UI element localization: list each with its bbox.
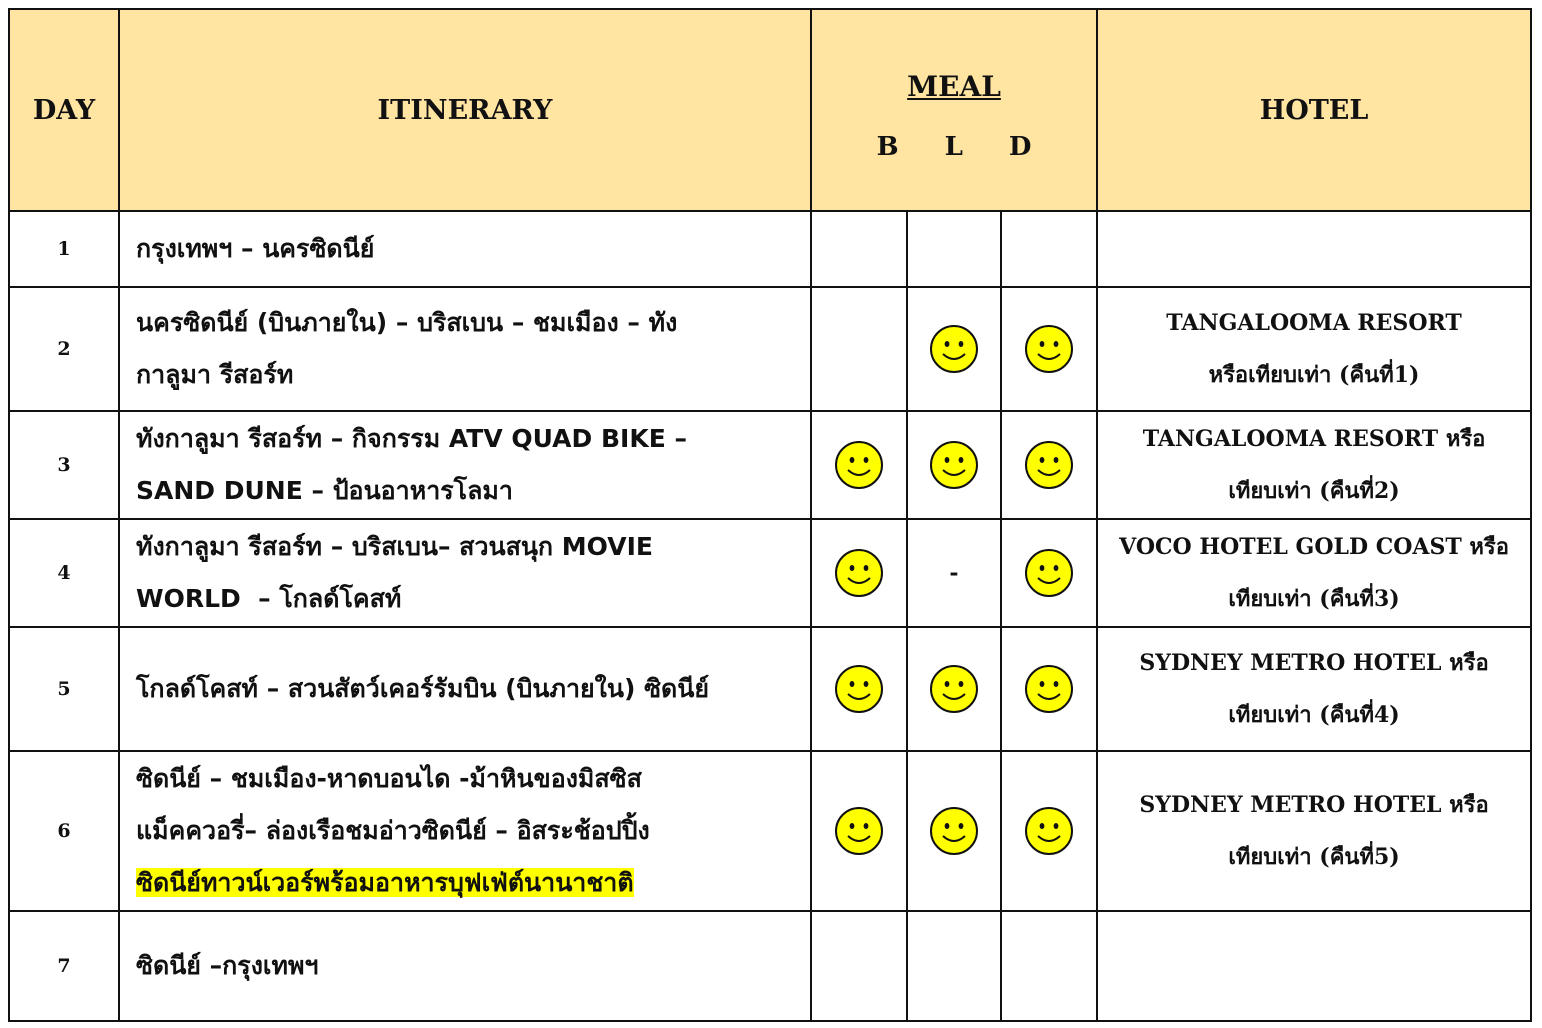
hotel-name: TANGALOOMA RESORT xyxy=(1166,310,1462,336)
hotel-note: เทียบเท่า (คืนที่2) xyxy=(1228,478,1400,504)
meal-dinner-cell xyxy=(1001,411,1097,519)
meal-lunch-cell xyxy=(907,519,1001,627)
meal-dinner-cell xyxy=(1001,911,1097,1021)
table-row xyxy=(9,287,1531,411)
header-meal-lunch: L xyxy=(944,132,963,162)
meal-breakfast-cell xyxy=(811,911,907,1021)
header-meal-title: MEAL xyxy=(907,70,1001,103)
smiley-icon xyxy=(833,439,885,491)
hotel-cell xyxy=(1097,211,1531,287)
header-meal-sub xyxy=(812,132,1096,162)
itinerary-line: WORLD – โกลด์โคสท์ xyxy=(136,584,402,613)
smiley-icon xyxy=(1023,439,1075,491)
hotel-cell xyxy=(1097,751,1531,911)
hotel-name: VOCO HOTEL GOLD COAST หรือ xyxy=(1119,534,1509,560)
meal-lunch-cell xyxy=(907,287,1001,411)
header-meal xyxy=(811,9,1097,211)
itinerary-line: SAND DUNE – ป้อนอาหารโลมา xyxy=(136,476,513,505)
meal-breakfast-cell xyxy=(811,287,907,411)
table-row xyxy=(9,627,1531,751)
itinerary-line: กาลูมา รีสอร์ท xyxy=(136,360,294,389)
smiley-icon xyxy=(1023,663,1075,715)
hotel-name: TANGALOOMA RESORT หรือ xyxy=(1142,426,1486,452)
day-cell: 1 xyxy=(9,211,119,287)
hotel-name: SYDNEY METRO HOTEL หรือ xyxy=(1139,650,1489,676)
smiley-icon xyxy=(1023,547,1075,599)
header-day: DAY xyxy=(9,9,119,211)
hotel-note: เทียบเท่า (คืนที่5) xyxy=(1228,844,1400,870)
hotel-cell xyxy=(1097,287,1531,411)
smiley-icon xyxy=(928,323,980,375)
meal-breakfast-cell xyxy=(811,411,907,519)
day-cell: 5 xyxy=(9,627,119,751)
meal-lunch-cell xyxy=(907,751,1001,911)
header-row xyxy=(9,9,1531,211)
hotel-note: เทียบเท่า (คืนที่4) xyxy=(1228,702,1400,728)
meal-dinner-cell xyxy=(1001,211,1097,287)
meal-value: - xyxy=(949,560,959,586)
hotel-name: SYDNEY METRO HOTEL หรือ xyxy=(1139,792,1489,818)
highlighted-text: ซิดนีย์ทาวน์เวอร์พร้อมอาหารบุฟเฟ่ต์นานาชาติ xyxy=(136,868,634,897)
meal-lunch-cell xyxy=(907,627,1001,751)
itinerary-line: กรุงเทพฯ – นครซิดนีย์ xyxy=(136,234,375,263)
hotel-cell xyxy=(1097,411,1531,519)
header-meal-dinner: D xyxy=(1008,132,1032,162)
smiley-icon xyxy=(928,439,980,491)
itinerary-cell xyxy=(119,911,811,1021)
itinerary-cell xyxy=(119,519,811,627)
itinerary-cell xyxy=(119,287,811,411)
header-meal-breakfast: B xyxy=(876,132,899,162)
meal-lunch-cell xyxy=(907,211,1001,287)
day-cell: 2 xyxy=(9,287,119,411)
meal-dinner-cell xyxy=(1001,627,1097,751)
meal-dinner-cell xyxy=(1001,751,1097,911)
meal-breakfast-cell xyxy=(811,211,907,287)
meal-dinner-cell xyxy=(1001,287,1097,411)
itinerary-line: นครซิดนีย์ (บินภายใน) – บริสเบน – ชมเมือง – ทัง xyxy=(136,308,678,337)
day-cell: 7 xyxy=(9,911,119,1021)
itinerary-sheet xyxy=(8,8,1532,1022)
itinerary-line: ทังกาลูมา รีสอร์ท – กิจกรรม ATV QUAD BIKE – xyxy=(136,424,687,453)
smiley-icon xyxy=(928,805,980,857)
smiley-icon xyxy=(928,663,980,715)
table-row xyxy=(9,911,1531,1021)
hotel-cell xyxy=(1097,627,1531,751)
table-row xyxy=(9,751,1531,911)
hotel-note: หรือเทียบเท่า (คืนที่1) xyxy=(1208,362,1420,388)
meal-lunch-cell xyxy=(907,911,1001,1021)
table-row xyxy=(9,519,1531,627)
itinerary-cell xyxy=(119,751,811,911)
day-cell: 3 xyxy=(9,411,119,519)
itinerary-cell xyxy=(119,411,811,519)
smiley-icon xyxy=(1023,805,1075,857)
itinerary-line-highlight xyxy=(136,857,810,909)
smiley-icon xyxy=(1023,323,1075,375)
itinerary-line: โกลด์โคสท์ – สวนสัตว์เคอร์รัมบิน (บินภายใน) ซิดนีย์ xyxy=(136,674,710,703)
header-hotel: HOTEL xyxy=(1097,9,1531,211)
header-itinerary: ITINERARY xyxy=(119,9,811,211)
itinerary-line: แม็คควอรี่– ล่องเรือชมอ่าวซิดนีย์ – อิสระช้อปปิ้ง xyxy=(136,816,650,845)
table-row xyxy=(9,411,1531,519)
hotel-cell xyxy=(1097,911,1531,1021)
hotel-cell xyxy=(1097,519,1531,627)
itinerary-table xyxy=(8,8,1532,1022)
meal-lunch-cell xyxy=(907,411,1001,519)
smiley-icon xyxy=(833,663,885,715)
itinerary-line: ซิดนีย์ –กรุงเทพฯ xyxy=(136,951,319,980)
meal-breakfast-cell xyxy=(811,751,907,911)
itinerary-cell xyxy=(119,627,811,751)
day-cell: 4 xyxy=(9,519,119,627)
table-row xyxy=(9,211,1531,287)
hotel-note: เทียบเท่า (คืนที่3) xyxy=(1228,586,1400,612)
meal-breakfast-cell xyxy=(811,519,907,627)
meal-breakfast-cell xyxy=(811,627,907,751)
itinerary-cell xyxy=(119,211,811,287)
meal-dinner-cell xyxy=(1001,519,1097,627)
day-cell: 6 xyxy=(9,751,119,911)
itinerary-line: ซิดนีย์ – ชมเมือง-หาดบอนได -ม้าหินของมิสซิส xyxy=(136,764,642,793)
itinerary-line: ทังกาลูมา รีสอร์ท – บริสเบน– สวนสนุก MOVIE xyxy=(136,532,653,561)
smiley-icon xyxy=(833,547,885,599)
smiley-icon xyxy=(833,805,885,857)
